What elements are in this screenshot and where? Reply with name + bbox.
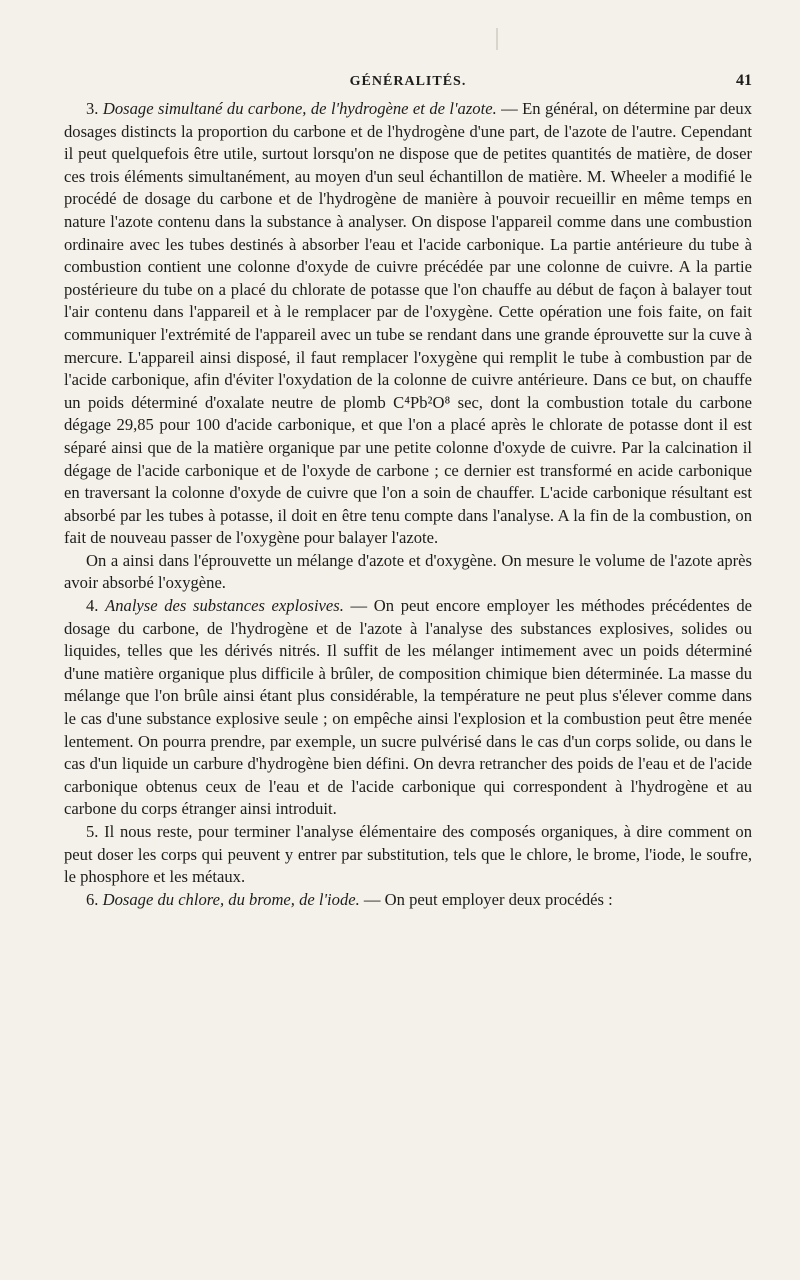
paragraph-text: — En général, on détermine par deux dosages distincts la proportion du carbone et de l'hydrogène d'une part, de l'azote de l'autre. Cependant il peut quelquefois être utile, surtout lorsqu'on ne dispose que de petites quantités de matière, de doser ces trois éléments simultanément, au moyen d'un seul échantillon de matière. M. Wheeler a modifié le procédé de dosage du carbone et de l'hydrogène de manière à pouvoir recueillir en même temps en nature l'azote contenu dans la substance à analyser. On dispose l'appareil comme dans une combustion ordinaire avec les tubes destinés à absorber l'eau et l'acide carbonique. La partie antérieure du tube à combustion contient une colonne d'oxyde de cuivre précédée par une colonne de cuivre. A la partie postérieure du tube on a placé du chlorate de potasse que l'on chauffe au début de façon à balayer tout l'air contenu dans l'appareil et à le remplacer par de l'oxygène. Cette opération une fois faite, on fait communiquer l'extrémité de l'appareil avec un tube se rendant dans une grande éprouvette sur la cuve à mercure. L'appareil ainsi disposé, il faut remplacer l'oxygène qui remplit le tube à combustion par de l'acide carbonique, afin d'éviter l'oxydation de la colonne de cuivre antérieure. Dans ce but, on chauffe un poids déterminé d'oxalate neutre de plomb C⁴Pb²O⁸ sec, dont la combustion totale du carbone dégage 29,85 pour 100 d'acide carbonique, et que l'on a placé après le chlorate de potasse dont il est séparé ainsi que de la matière organique par une petite colonne d'oxyde de cuivre. Par la calcination il dégage de l'acide carbonique et de l'oxyde de carbone ; ce dernier est transformé en acide carbonique en traversant la colonne d'oxyde de cuivre que l'on a soin de chauffer. L'acide carbonique résultant est absorbé par les tubes à potasse, il doit en être tenu compte dans l'analyse. A la fin de la combustion, on fait de nouveau passer de l'oxygène pour balayer l'azote. [64,99,752,548]
paragraph-section-5 [64,821,752,889]
section-number: 3. [86,99,99,118]
running-title: GÉNÉRALITÉS. [349,74,467,89]
page-number: 41 [736,72,752,89]
section-number: 5. [86,822,99,841]
paragraph-text: — On peut employer deux procédés : [359,889,613,909]
page-body [64,98,752,911]
paragraph-section-3 [64,98,752,550]
paragraph-section-3-continued [64,550,752,595]
paragraph-text: Il nous reste, pour terminer l'analyse élémentaire des composés organiques, à dire comment on peut doser les corps qui peuvent y entrer par substitution, tels que le chlore, le brome, l'iode, le soufre, le phosphore et les métaux. [64,822,752,887]
section-title: Dosage simultané du carbone, de l'hydrogène et de l'azote. [102,99,497,118]
section-number: 6. [86,889,99,909]
paragraph-section-4 [64,595,752,821]
section-title: Analyse des substances explosives. [105,596,344,616]
section-title: Dosage du chlore, du brome, de l'iode. [102,889,360,909]
paragraph-section-6 [64,889,752,912]
paragraph-text: — On peut encore employer les méthodes précédentes de dosage du carbone, de l'hydrogène et de l'azote à l'analyse des substances explosives, solides ou liquides, telles que les dérivés nitrés. Il suffit de les mélanger intimement avec un poids déterminé d'une matière organique plus difficile à brûler, de composition chimique bien déterminée. La masse du mélange que l'on brûle ainsi étant plus considérable, la température ne peut plus s'élever comme dans le cas d'une substance explosive seule ; on empêche ainsi l'explosion et la combustion peut être menée lentement. On pourra prendre, par exemple, un sucre pulvérisé dans le cas d'un corps solide, ou dans le cas d'un liquide un carbure d'hydrogène bien défini. On devra retrancher des poids de l'eau et de l'acide carbonique obtenus ceux de l'eau et de l'acide carbonique qui correspondent à l'hydrogène et au carbone du corps étranger ainsi introduit. [64,596,752,819]
page-header [64,70,752,94]
scan-mark [496,28,498,50]
paragraph-text: On a ainsi dans l'éprouvette un mélange d'azote et d'oxygène. On mesure le volume de l'azote après avoir absorbé l'oxygène. [64,550,752,593]
section-number: 4. [86,596,99,616]
